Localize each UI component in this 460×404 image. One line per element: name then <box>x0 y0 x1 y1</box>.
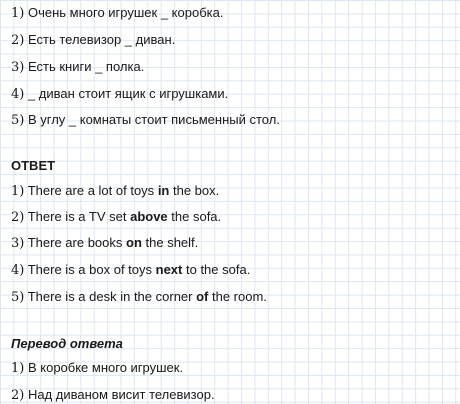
answer-key-word: above <box>130 209 168 224</box>
exercise-item <box>11 32 175 49</box>
answer-key-word: of <box>196 289 209 304</box>
item-number: 5) <box>11 113 25 128</box>
exercise-item <box>11 112 280 129</box>
answer-text-after: the box. <box>169 183 220 198</box>
exercise-item <box>11 5 223 22</box>
exercise-item <box>11 86 228 103</box>
answer-text-after: the sofa. <box>167 209 222 224</box>
answer-item <box>11 183 219 200</box>
answer-text-before: There is a TV set <box>27 209 131 224</box>
answer-item <box>11 209 221 226</box>
item-number: 3) <box>11 60 25 75</box>
item-number: 1) <box>11 6 25 21</box>
item-text: Над диваном висит телевизор. <box>27 387 215 402</box>
item-number: 5) <box>11 290 25 305</box>
item-number: 4) <box>11 87 25 102</box>
item-number: 1) <box>11 361 25 376</box>
item-text: Очень много игрушек _ коробка. <box>27 5 224 20</box>
answer-text-after: to the sofa. <box>182 262 251 277</box>
item-text: В коробке много игрушек. <box>27 360 184 375</box>
translation-heading: Перевод ответа <box>11 336 123 351</box>
answer-item <box>11 235 198 252</box>
answer-text-before: There are books <box>27 235 127 250</box>
answer-key-word: next <box>155 262 183 277</box>
answer-text-after: the room. <box>208 289 267 304</box>
answer-text-before: There is a desk in the corner <box>27 289 197 304</box>
answer-key-word: on <box>126 235 142 250</box>
item-number: 1) <box>11 184 25 199</box>
answer-heading: ОТВЕТ <box>11 158 56 173</box>
answer-key-word: in <box>157 183 170 198</box>
answer-text-before: There is a box of toys <box>27 262 156 277</box>
item-number: 2) <box>11 388 25 403</box>
item-number: 4) <box>11 263 25 278</box>
answer-item <box>11 262 250 279</box>
answer-text-after: the shelf. <box>141 235 199 250</box>
item-number: 3) <box>11 236 25 251</box>
translation-item <box>11 387 215 404</box>
answer-text-before: There are a lot of toys <box>27 183 158 198</box>
exercise-item <box>11 59 144 76</box>
item-text: Есть книги _ полка. <box>27 59 145 74</box>
item-text: Есть телевизор _ диван. <box>27 32 176 47</box>
item-text: В углу _ комнаты стоит письменный стол. <box>27 112 280 127</box>
item-text: _ диван стоит ящик с игрушками. <box>27 86 229 101</box>
answer-item <box>11 289 267 306</box>
item-number: 2) <box>11 210 25 225</box>
item-number: 2) <box>11 33 25 48</box>
translation-item <box>11 360 183 377</box>
